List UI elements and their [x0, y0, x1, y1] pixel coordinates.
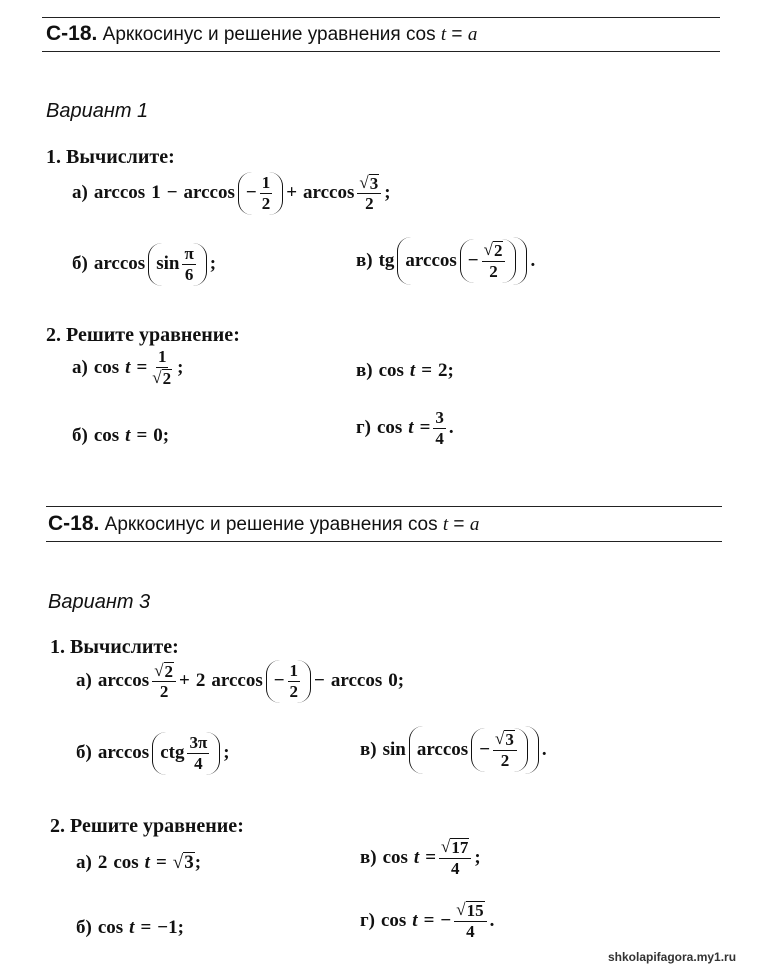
numerator	[482, 241, 506, 262]
parentheses	[152, 732, 220, 775]
parentheses	[148, 243, 207, 286]
fraction	[182, 245, 195, 284]
operator: =	[136, 425, 148, 446]
sqrt	[495, 730, 515, 749]
numerator: 1	[157, 347, 167, 366]
fraction	[260, 174, 273, 213]
operator: =	[425, 846, 437, 868]
value: 2;	[438, 360, 454, 381]
section-header	[48, 512, 479, 536]
numerator	[493, 730, 517, 751]
numerator: 1	[289, 661, 299, 680]
task-heading: 1. Вычислите:	[46, 146, 175, 168]
func-name: cos	[382, 846, 408, 868]
parentheses	[460, 239, 517, 283]
punct: .	[448, 417, 454, 439]
sqrt	[456, 901, 484, 920]
func-name: arccos	[330, 670, 383, 692]
section-code: С-18.	[46, 22, 98, 45]
func-name: arccos	[405, 249, 457, 271]
denominator	[150, 368, 174, 388]
exercise-2v	[356, 360, 454, 382]
exercise-1v	[356, 237, 535, 285]
operator: +	[179, 670, 190, 692]
radical-sign: √	[483, 240, 493, 259]
radical-sign: √	[495, 729, 505, 748]
item-label: б)	[72, 425, 88, 446]
section-code: С-18.	[48, 512, 100, 535]
denominator: 2	[159, 682, 169, 702]
denominator: 2	[500, 750, 510, 770]
operator: −	[314, 670, 325, 692]
func-name: arccos	[93, 253, 146, 275]
sqrt	[359, 174, 379, 193]
operator: −	[166, 182, 178, 204]
exercise-2b	[72, 425, 169, 447]
sqrt	[441, 838, 469, 857]
fraction	[187, 734, 209, 773]
section-title: Арккосинус и решение уравнения	[104, 514, 403, 535]
numerator: π	[184, 244, 194, 263]
numerator	[357, 174, 381, 195]
func-name: arccos	[97, 742, 150, 764]
number: 2	[97, 852, 108, 873]
header-eq-sign: =	[453, 514, 465, 535]
fraction	[150, 348, 174, 388]
radicand: 2	[164, 661, 174, 681]
parentheses	[397, 237, 527, 285]
operator: =	[140, 917, 152, 938]
header-eq-cos: cos	[408, 514, 438, 535]
radical-sign: √	[456, 900, 466, 919]
value: −1;	[157, 917, 184, 938]
exercise-1v	[360, 726, 547, 774]
func-name: arccos	[303, 182, 355, 204]
variable: t	[409, 360, 416, 381]
operator: =	[423, 909, 435, 931]
variant-title: Вариант 3	[48, 591, 151, 613]
func-name: cos	[93, 356, 120, 378]
variable: t	[408, 417, 414, 439]
radicand: 15	[466, 901, 484, 920]
parentheses	[238, 172, 283, 215]
item-label: б)	[76, 742, 92, 764]
punct: ;	[209, 253, 217, 275]
variable: t	[125, 425, 131, 446]
exercise-2g	[360, 901, 494, 941]
denominator: 2	[289, 681, 299, 701]
watermark: shkolapifagora.my1.ru	[608, 950, 737, 964]
radicand: 2	[162, 368, 172, 388]
radical-sign: √	[359, 172, 369, 192]
operator: −	[440, 909, 452, 931]
func-name: sin	[382, 738, 406, 760]
punct: .	[530, 249, 536, 271]
numerator	[152, 662, 176, 683]
radicand: 3	[505, 730, 514, 749]
func-name: cos	[380, 909, 407, 931]
header-rule-bottom	[42, 51, 720, 52]
section-title: Арккосинус и решение уравнения	[102, 24, 401, 45]
sqrt	[154, 662, 174, 681]
func-name: arccos	[93, 182, 146, 204]
fraction	[433, 409, 446, 448]
exercise-1a	[76, 660, 404, 703]
numerator: 1	[261, 173, 271, 192]
item-label: г)	[356, 417, 371, 439]
denominator: 4	[450, 858, 460, 878]
exercise-2g	[356, 409, 454, 448]
radical-sign: √	[154, 660, 164, 680]
operator: =	[136, 356, 148, 378]
denominator: 4	[194, 753, 203, 773]
numerator: 3π	[189, 733, 208, 752]
denominator: 4	[435, 428, 444, 448]
radical-sign: √	[441, 837, 451, 856]
denominator: 2	[489, 261, 498, 281]
task-heading: 2. Решите уравнение:	[46, 324, 240, 346]
header-eq-var: t	[440, 24, 447, 45]
punct: ;	[194, 852, 202, 873]
fraction	[357, 174, 381, 214]
exercise-2a	[72, 348, 183, 388]
fraction	[439, 838, 471, 878]
func-name: cos	[93, 425, 120, 446]
variable: t	[129, 917, 135, 938]
denominator: 2	[365, 194, 374, 214]
section-header	[46, 22, 477, 46]
numerator	[439, 838, 471, 859]
item-label: в)	[360, 846, 377, 868]
header-eq-val: a	[469, 514, 480, 535]
func-name: cos	[97, 917, 124, 938]
radical-sign: √	[152, 367, 162, 387]
parentheses	[266, 660, 311, 703]
numerator	[454, 901, 486, 922]
number: 2	[195, 670, 206, 692]
denominator: 4	[466, 921, 475, 941]
denominator: 2	[261, 193, 271, 213]
func-name: arccos	[97, 670, 150, 692]
variable: t	[144, 852, 150, 873]
operator: −	[467, 249, 479, 271]
radicand: 3	[369, 173, 379, 193]
exercise-2v	[360, 838, 481, 878]
operator: −	[273, 670, 285, 692]
func-name: cos	[113, 852, 139, 873]
exercise-2b	[76, 917, 184, 939]
operator: +	[286, 182, 298, 204]
operator: =	[419, 417, 431, 439]
header-eq-var: t	[442, 514, 449, 535]
exercise-1b	[72, 243, 216, 286]
parentheses	[409, 726, 539, 774]
func-name: cos	[378, 360, 404, 381]
item-label: б)	[76, 917, 92, 938]
exercise-2a	[76, 852, 201, 874]
operator: =	[421, 360, 433, 381]
fraction	[454, 901, 486, 941]
func-name: ctg	[160, 742, 185, 764]
variable: t	[412, 909, 418, 931]
header-rule-top	[46, 506, 722, 507]
operator: −	[479, 738, 491, 760]
radicand: 3	[184, 852, 194, 873]
func-name: arccos	[183, 182, 235, 204]
item-label: в)	[356, 360, 373, 381]
operator: =	[155, 852, 167, 873]
func-name: cos	[376, 417, 403, 439]
punct: .	[541, 738, 547, 760]
numerator: 3	[435, 408, 444, 427]
sqrt	[173, 852, 195, 874]
radical-sign: √	[172, 852, 184, 873]
header-rule-bottom	[46, 541, 722, 542]
fraction	[288, 662, 301, 701]
number: 1	[151, 182, 161, 204]
parentheses	[471, 728, 528, 772]
variable: t	[125, 356, 131, 378]
func-name: tg	[378, 249, 395, 271]
radicand: 2	[493, 241, 503, 260]
item-label: б)	[72, 253, 88, 275]
item-label: а)	[72, 356, 88, 378]
header-eq-cos: cos	[406, 24, 436, 45]
header-eq-val: a	[467, 24, 478, 45]
func-name: arccos	[211, 670, 263, 692]
fraction	[482, 241, 506, 281]
punct: ;	[177, 356, 184, 378]
task-heading: 1. Вычислите:	[50, 636, 179, 658]
sqrt	[152, 369, 172, 388]
header-eq-sign: =	[451, 24, 463, 45]
item-label: а)	[72, 182, 88, 204]
value: 0;	[153, 425, 170, 446]
punct: ;	[384, 182, 391, 204]
fraction	[152, 662, 176, 702]
sqrt	[484, 241, 504, 260]
variable: t	[413, 846, 420, 868]
punct: .	[489, 909, 495, 931]
radicand: 17	[451, 838, 469, 857]
exercise-1a	[72, 172, 391, 215]
denominator: 6	[184, 264, 194, 284]
punct: ;	[474, 846, 481, 868]
item-label: в)	[360, 738, 377, 760]
func-name: sin	[156, 253, 180, 275]
operator: −	[245, 182, 257, 204]
variant-title: Вариант 1	[46, 100, 149, 122]
exercise-1b	[76, 732, 230, 775]
item-label: г)	[360, 909, 375, 931]
func-name: arccos	[416, 738, 469, 760]
header-rule-top	[42, 17, 720, 18]
fraction	[493, 730, 517, 770]
number: 0;	[388, 670, 405, 692]
item-label: в)	[356, 249, 373, 271]
item-label: а)	[76, 670, 92, 692]
task-heading: 2. Решите уравнение:	[50, 815, 244, 837]
punct: ;	[223, 742, 230, 764]
item-label: а)	[76, 852, 92, 873]
